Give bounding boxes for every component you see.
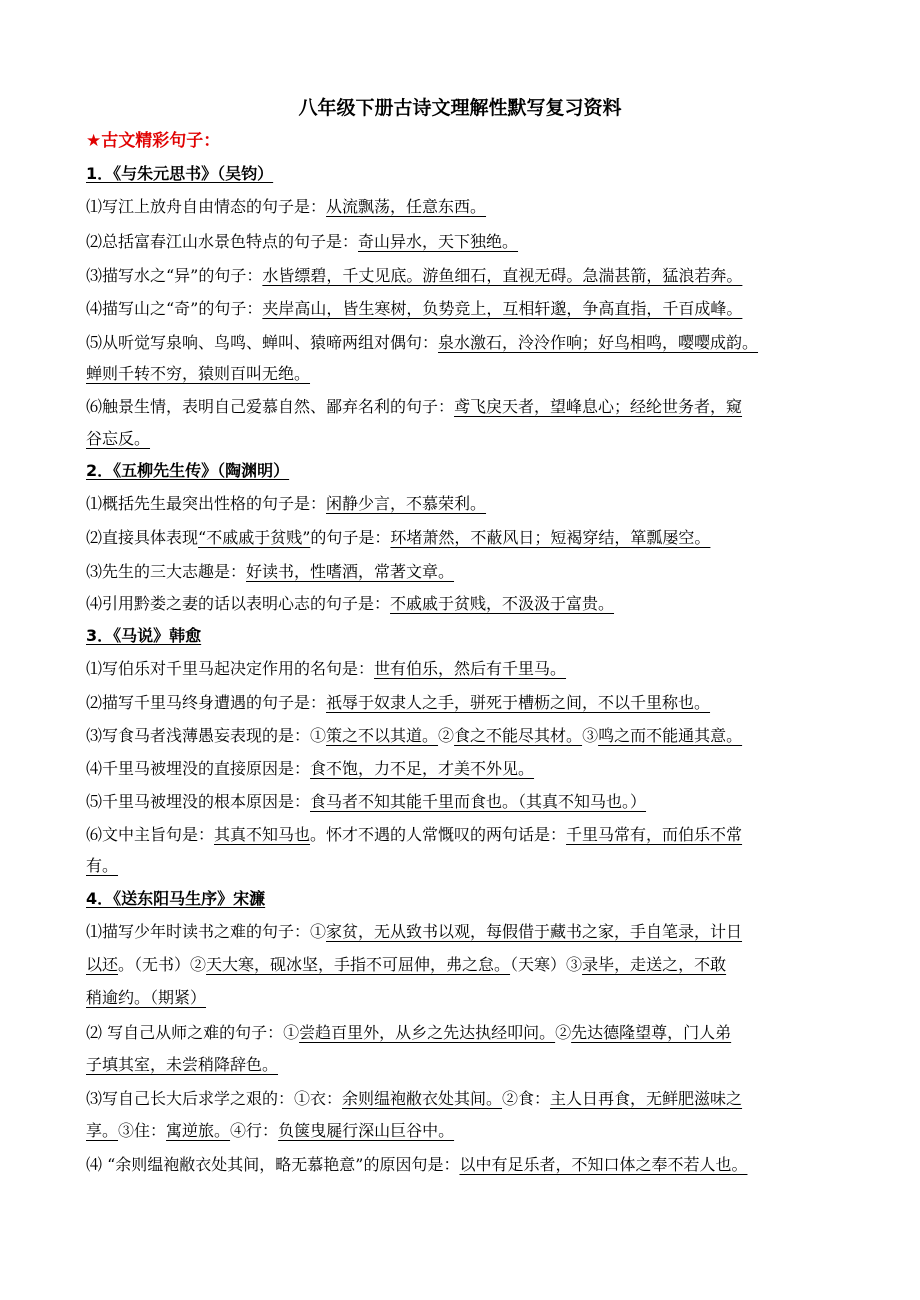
answer-text: 从流飘荡，任意东西。 xyxy=(326,197,487,216)
answer-text: 享。 xyxy=(86,1121,119,1140)
answer-text: 环堵萧然，不蔽风日；短褐穿结，箪瓢屡空。 xyxy=(390,528,711,547)
list-item xyxy=(86,785,842,819)
list-item-continuation xyxy=(86,1114,842,1148)
question-text: ⑴写江上放舟自由情态的句子是： xyxy=(86,197,327,216)
answer-text: 负箧曳屣行深山巨谷中。 xyxy=(278,1121,455,1140)
answer-text: 泉水激石，泠泠作响；好鸟相鸣，嘤嘤成韵。 xyxy=(438,333,759,352)
question-text: ⑹触景生情，表明自己爱慕自然、鄙弃名利的句子： xyxy=(86,397,455,416)
quoted-phrase: “不戚戚于贫贱” xyxy=(198,528,311,547)
list-item xyxy=(86,1148,842,1182)
question-text: ⑸千里马被埋没的根本原因是： xyxy=(86,792,311,811)
question-text: ⑵ 写自己从师之难的句子：① xyxy=(86,1023,300,1042)
answer-text: 不戚戚于贫贱，不汲汲于富贵。 xyxy=(390,594,615,613)
answer-text: 其真不知马也 xyxy=(214,825,311,844)
list-item xyxy=(86,487,842,521)
answer-text: 食之不能尽其材。 xyxy=(454,726,583,745)
answer-text: 千里马常有，而伯乐不常 xyxy=(566,825,743,844)
answer-text: 主人日再食，无鲜肥滋味之 xyxy=(550,1089,743,1108)
list-item xyxy=(86,292,842,326)
list-item xyxy=(86,225,842,259)
question-text: ⑴描写少年时读书之难的句子：① xyxy=(86,922,327,941)
question-text: 的句子是： xyxy=(310,528,391,547)
answer-text: 以还 xyxy=(86,955,119,974)
question-text: ⑶写自己长大后求学之艰的：①衣： xyxy=(86,1089,343,1108)
question-text: ⑵直接具体表现 xyxy=(86,528,199,547)
section-heading-3: 3．《马说》韩愈 xyxy=(86,626,202,645)
question-text: ⑸从听觉写泉响、鸟鸣、蝉叫、猿啼两组对偶句： xyxy=(86,333,439,352)
question-text: 。（无书）② xyxy=(118,955,207,974)
answer-text: 谷忘反。 xyxy=(86,429,151,448)
list-item-continuation xyxy=(86,422,842,456)
section-group-heading: ★古文精彩句子： xyxy=(86,131,221,151)
question-text: ⑶描写水之“异”的句子： xyxy=(86,266,263,285)
answer-text: 鸢飞戾天者，望峰息心；经纶世务者，窥 xyxy=(454,397,743,416)
list-item xyxy=(86,190,842,224)
answer-text: 世有伯乐，然后有千里马。 xyxy=(374,659,567,678)
question-text: ② xyxy=(555,1023,572,1042)
answer-text: 鸣之而不能通其意。 xyxy=(598,726,743,745)
question-text: ③住： xyxy=(118,1121,167,1140)
section-heading-2: 2．《五柳先生传》（陶渊明） xyxy=(86,461,290,480)
question-text: ⑴概括先生最突出性格的句子是： xyxy=(86,494,327,513)
list-item xyxy=(86,1016,842,1050)
list-item-continuation xyxy=(86,849,842,883)
answer-text: 以中有足乐者，不知口体之奉不若人也。 xyxy=(459,1155,748,1174)
question-text: ⑶写食马者浅薄愚妄表现的是：① xyxy=(86,726,327,745)
question-text: ⑵总括富春江山水景色特点的句子是： xyxy=(86,232,359,251)
answer-text: 余则缊袍敝衣处其间。 xyxy=(342,1089,503,1108)
answer-text: 食不饱，力不足，才美不外见。 xyxy=(310,759,535,778)
list-item xyxy=(86,326,842,360)
answer-text: 先达德隆望尊，门人弟 xyxy=(571,1023,732,1042)
list-item-continuation xyxy=(86,981,842,1015)
answer-text: 好读书，性嗜酒，常著文章。 xyxy=(246,562,455,581)
answer-text: 稍逾约。（期紧） xyxy=(86,988,207,1007)
question-text: ⑷千里马被埋没的直接原因是： xyxy=(86,759,311,778)
question-text: ⑵描写千里马终身遭遇的句子是： xyxy=(86,693,327,712)
question-text: ⑷ “余则缊袍敝衣处其间，略无慕艳意”的原因句是： xyxy=(86,1155,460,1174)
list-item xyxy=(86,555,842,589)
answer-text: 食马者不知其能千里而食也。（其真不知马也。） xyxy=(310,792,647,811)
answer-text: 策之不以其道。 xyxy=(326,726,439,745)
list-item xyxy=(86,259,842,293)
question-text: ⑷描写山之“奇”的句子： xyxy=(86,299,263,318)
list-item xyxy=(86,1082,842,1116)
question-text: ③ xyxy=(582,726,599,745)
answer-text: 尝趋百里外，从乡之先达执经叩问。 xyxy=(299,1023,556,1042)
question-text: ⑷引用黔娄之妻的话以表明心志的句子是： xyxy=(86,594,391,613)
list-item xyxy=(86,818,842,852)
list-item xyxy=(86,752,842,786)
answer-text: 寓逆旅。 xyxy=(166,1121,231,1140)
list-item xyxy=(86,719,842,753)
answer-text: 录毕，走送之，不敢 xyxy=(582,955,727,974)
answer-text: 祇辱于奴隶人之手，骈死于槽枥之间，不以千里称也。 xyxy=(326,693,711,712)
answer-text: 奇山异水，天下独绝。 xyxy=(358,232,519,251)
answer-text: 有。 xyxy=(86,856,119,875)
question-text: ②食： xyxy=(502,1089,551,1108)
answer-text: 闲静少言，不慕荣利。 xyxy=(326,494,487,513)
list-item xyxy=(86,915,842,949)
list-item xyxy=(86,587,842,621)
question-text: ② xyxy=(438,726,455,745)
answer-text: 家贫，无从致书以观，每假借于藏书之家，手自笔录，计日 xyxy=(326,922,743,941)
answer-text: 水皆缥碧，千丈见底。游鱼细石，直视无碍。急湍甚箭，猛浪若奔。 xyxy=(262,266,743,285)
list-item-continuation xyxy=(86,357,842,391)
section-heading-4: 4．《送东阳马生序》宋濂 xyxy=(86,889,266,908)
list-item-continuation xyxy=(86,1048,842,1082)
list-item xyxy=(86,686,842,720)
question-text: ④行： xyxy=(230,1121,279,1140)
list-item xyxy=(86,390,842,424)
answer-text: 夹岸高山，皆生寒树，负势竞上，互相轩邈，争高直指，千百成峰。 xyxy=(262,299,743,318)
question-text: ⑶先生的三大志趣是： xyxy=(86,562,247,581)
list-item-continuation xyxy=(86,948,842,982)
answer-text: 天大寒，砚冰坚，手指不可屈伸，弗之怠。 xyxy=(206,955,511,974)
page-title: 八年级下册古诗文理解性默写复习资料 xyxy=(298,97,622,119)
section-heading-1: 1．《与朱元思书》（吴钧） xyxy=(86,164,274,183)
answer-text: 子填其室，未尝稍降辞色。 xyxy=(86,1055,279,1074)
list-item xyxy=(86,652,842,686)
question-text: ⑴写伯乐对千里马起决定作用的名句是： xyxy=(86,659,375,678)
question-text: 。怀才不遇的人常慨叹的两句话是： xyxy=(310,825,567,844)
question-text: （天寒）③ xyxy=(510,955,583,974)
answer-text: 蝉则千转不穷，猿则百叫无绝。 xyxy=(86,364,311,383)
question-text: ⑹文中主旨句是： xyxy=(86,825,215,844)
list-item xyxy=(86,521,842,555)
